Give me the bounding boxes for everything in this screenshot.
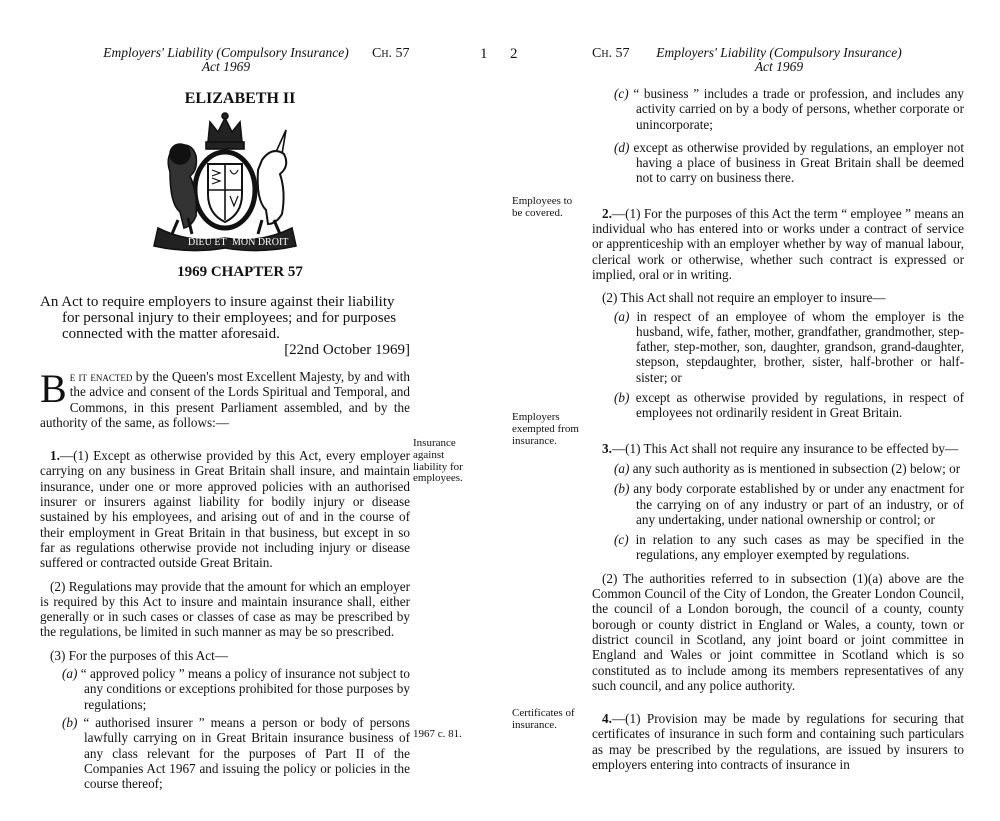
right-page-number: 2 [510,46,518,62]
section-2-2-b [614,390,964,421]
right-body-text [592,86,964,780]
section-1-number: 1. [50,448,60,464]
enacting-smallcaps: e it enacted [69,369,133,384]
section-1-1-text: —(1) Except as otherwise provided by this Act, every employer carrying on any business in Great Britain shall insure, and maintain insurance, under one or more approved policies with an authorised insurer or insurers against liability for bodily injury or disease sustained by his employees, and arising out of and in the course of their employment in Great Britain in that business, but except in so far as regulations otherwise provide not including injury or disease suffered or contracted outside Great Britain. [40,448,410,571]
left-header-title: Employers' Liability (Compulsory Insurance) [103,45,349,60]
left-header-act: Act 1969 [201,59,251,74]
section-4-1 [592,711,964,772]
section-1-3-b [62,715,410,791]
section-3-1-text: —(1) This Act shall not require any insurance to be effected by— [611,440,959,456]
definition-d [614,140,964,186]
left-page-number: 1 [480,46,488,62]
section-3-1-b-label: (b) [614,481,630,497]
section-2-1 [592,206,964,282]
chapter-title: 1969 CHAPTER 57 [177,264,303,280]
section-1-3-b-label: (b) [62,714,78,730]
right-header-title: Employers' Liability (Compulsory Insurance) [656,45,902,60]
long-title-line-2: for personal injury to their employees; and for purposes [62,310,397,326]
section-1-2: (2) Regulations may provide that the amount for which an employer is required by this Act to insure and maintain insurance shall, either generally or in such cases or classes of case as may be prescribed by the regulations, be limited in such manner as may be so prescribed. [40,578,410,640]
sovereign-name: ELIZABETH II [184,90,296,107]
definition-c-text: “ business ” includes a trade or profession, and includes any activity carried on by a body of persons, whether corporate or unincorporate; [628,86,964,132]
motto-text-2: MON DROIT [232,237,289,248]
section-3-1-c-label: (c) [614,532,629,548]
definition-d-label: (d) [614,139,630,155]
drop-cap: B [40,366,67,411]
royal-coat-of-arms [150,112,300,252]
section-3-margin-note: Employers exempted from insurance. [512,411,579,447]
section-1-margin-note: Insurance against liability for employees. [413,437,463,485]
section-3-1-c [614,532,964,563]
long-title-line-3: connected with the matter aforesaid. [62,326,280,342]
section-3-2: (2) The authorities referred to in subsection (1)(a) above are the Common Council of the City of London, the Greater London Council, the council of a London borough, the council of a county, county borough or county district in England or Wales, a county, town or district council in Scotland, any joint board or joint committee in England and Wales or joint committee in Scotland which is so constituted as to include among its members representatives of any such council, and any police authority. [592,570,964,693]
section-3-1-b [614,481,964,527]
enacting-formula [40,366,410,430]
left-body-text [40,366,410,799]
definition-d-text: except as otherwise provided by regulations, an employer not having a place of business in Great Britain shall be deemed not to carry on business there. [629,139,964,186]
section-2-2: (2) This Act shall not require an employer to insure— [602,290,886,306]
definition-c-label: (c) [614,86,629,101]
right-header-chapter: Ch. 57 [592,46,630,61]
section-2-2-a-text: in respect of an employee of whom the employer is the husband, wife, father, mother, grandfather, grandmother, step-father, step-mother, son, daughter, grandson, grand-daughter, stepson, stepdaughter, brother, sister, half-brother or half-sister; or [629,308,964,385]
section-1-1 [40,448,410,570]
section-2-1-text: —(1) For the purposes of this Act the term “ employee ” means an individual who has entered into or works under a contract of service or apprenticeship with an employer whether by way of manual labour, clerical work or otherwise, whether such contract is expressed or implied, oral or in writing. [592,205,964,282]
section-3-1 [592,441,964,456]
section-1-3-a-label: (a) [62,666,78,682]
section-2-2-b-label: (b) [614,390,630,406]
section-1-3: (3) For the purposes of this Act— [50,647,229,663]
long-title [40,294,410,342]
enacting-text: by the Queen's most Excellent Majesty, by and with the advice and consent of the Lords Spiritual and Temporal, and Commons, in this present Parliament assembled, and by the authority of the same, as follows:— [40,369,410,430]
section-4-1-text: —(1) Provision may be made by regulations for securing that certificates of insurance in such form and containing such particulars as may be prescribed by the regulations, are issued by insurers to employers entering into contracts of insurance in [592,711,964,772]
section-3-1-c-text: in relation to any such cases as may be specified in the regulations, any employer exempted by regulations. [628,532,964,563]
section-4-number: 4. [602,711,612,727]
left-running-head [100,46,352,74]
right-running-head [648,46,910,74]
section-3-1-b-text: any body corporate established by or under any enactment for the carrying on of any industry or part of an industry, or of any undertaking, under national ownership or control; or [629,481,964,527]
definition-c [614,86,964,132]
section-2-margin-note: Employees to be covered. [512,195,573,219]
section-3-number: 3. [602,440,612,456]
section-2-2-a-label: (a) [614,308,630,324]
section-2-number: 2. [602,205,612,221]
right-header-act: Act 1969 [754,59,804,74]
section-1-3-b-text: “ authorised insurer ” means a person or body of persons lawfully carrying on in Great Britain insurance business of any class relevant for the purposes of Part II of the Companies Act 1967 and issuing the policy or policies in the course thereof; [77,714,410,792]
section-3-1-a-text: any such authority as is mentioned in subsection (2) below; or [629,460,961,476]
long-title-line-1: An Act to require employers to insure against their liability [40,294,395,310]
section-3-1-a [614,461,964,476]
companies-act-citation: 1967 c. 81. [413,728,462,740]
motto-text-1: DIEU ET [188,237,227,248]
assent-date: [22nd October 1969] [284,342,410,358]
section-2-2-b-text: except as otherwise provided by regulations, in respect of employees not ordinarily resident in Great Britain. [629,390,964,421]
section-3-1-a-label: (a) [614,460,630,476]
section-4-margin-note: Certificates of insurance. [512,707,575,731]
section-1-3-a-text: “ approved policy ” means a policy of insurance not subject to any conditions or exceptions prohibited for those purposes by regulations; [77,666,410,712]
section-1-3-a [62,666,410,712]
left-header-chapter: Ch. 57 [372,46,410,61]
section-2-2-a [614,309,964,385]
